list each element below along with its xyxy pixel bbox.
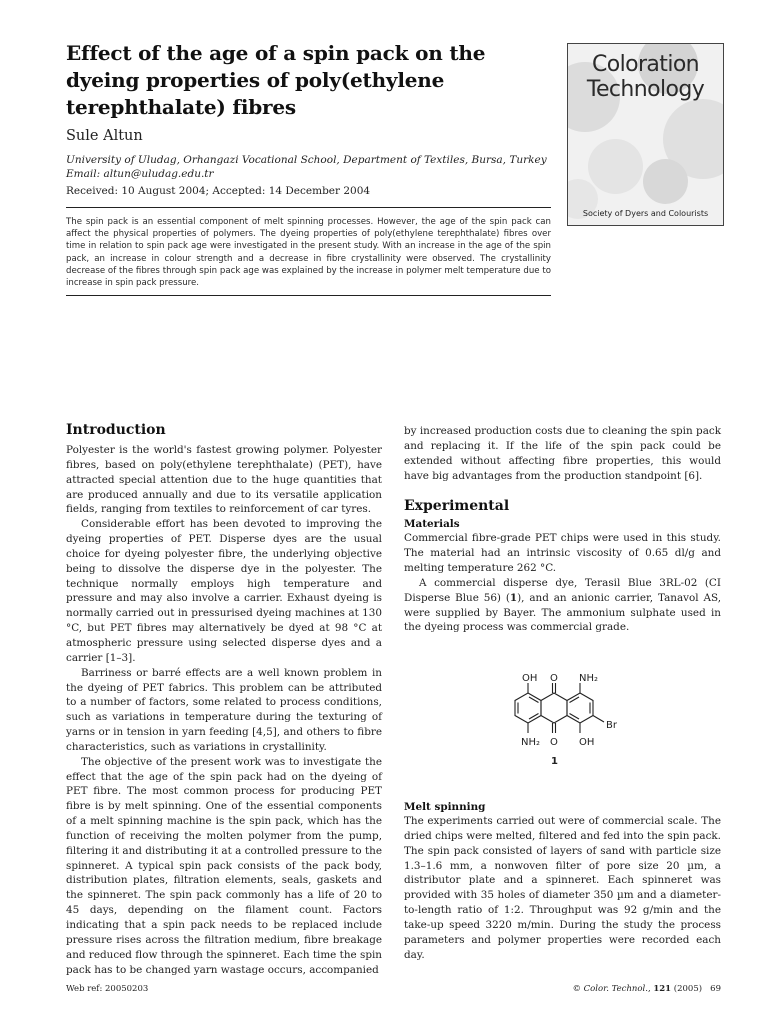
author-affiliation bbox=[66, 153, 556, 181]
journal-name-line1: Coloration bbox=[591, 52, 700, 77]
right-column bbox=[404, 424, 721, 635]
author-email: Email: altun@uludag.edu.tr bbox=[66, 168, 214, 180]
materials-heading: Materials bbox=[404, 518, 460, 531]
intro-paragraph-2: Considerable effort has been devoted to improving the dyeing properties of PET. Disperse dyes are the usual choice for dyeing polyester fibre, the underlying objective being to dissolve the disperse dye in the polyester. The technique normally employs high temperature and pressure and may also involve a carrier. Exhaust dyeing is normally carried out in pressurised dyeing machines at 130 °C, but PET fibres may alternatively be dyed at 98 °C at atmospheric pressure using selected disperse dyes and a carrier [1–3]. bbox=[66, 518, 382, 664]
journal-name bbox=[568, 52, 723, 102]
label-nh2-top: NH₂ bbox=[579, 673, 599, 684]
melt-spinning-section bbox=[404, 800, 721, 962]
web-reference: Web ref: 20050203 bbox=[66, 984, 149, 994]
journal-society: Society of Dyers and Colourists bbox=[582, 209, 709, 218]
melt-spinning-paragraph: The experiments carried out were of commercial scale. The dried chips were melted, filtered and fed into the spin pack. The spin pack consisted of layers of sand with particle size 1.3–1.6 mm, a nonwoven filter of pore size 20 µm, a distributor plate and a spinneret. Each spinneret was provided with 35 holes of diameter 350 µm and a diameter-to-length ratio of 1:2. Throughput was 92 g/min and the take-up speed 3220 m/min. During the study the process parameters and polymer properties were recorded each day. bbox=[404, 815, 721, 961]
cover-decoration bbox=[643, 159, 688, 204]
abstract-top-rule bbox=[66, 207, 551, 208]
affiliation-text: University of Uludag, Orhangazi Vocational School, Department of Textiles, Bursa, Turkey bbox=[66, 154, 547, 166]
page-number: 69 bbox=[710, 984, 721, 994]
label-carbonyl-top: O bbox=[550, 673, 558, 684]
chemical-structure-diagram bbox=[500, 668, 640, 772]
introduction-heading: Introduction bbox=[66, 422, 166, 438]
abstract: The spin pack is an essential component of melt spinning processes. However, the age of the spin pack can affect the physical properties of polymers. The dyeing properties of poly(ethylene terephthalate) fibres over time in relation to spin pack age were investigated in the present study. With an increase in the age of the spin pack, an increase in colour strength and a decrease in fibre crystallinity were observed. The crystallinity decrease of the fibres through spin pack age was explained by the increase in polymer melt temperature due to increase in spin pack pressure. bbox=[66, 217, 551, 289]
materials-paragraph-2 bbox=[404, 576, 721, 635]
benzene-ring-right bbox=[567, 693, 593, 723]
label-oh-bottom: OH bbox=[579, 737, 595, 748]
journal-name-line2: Technology bbox=[586, 77, 705, 102]
cover-decoration bbox=[588, 139, 643, 194]
journal-cover bbox=[567, 43, 724, 226]
intro-continuation: by increased production costs due to cleaning the spin pack and replacing it. If the life of the spin pack could be extended without affecting fibre properties, this would have big advantages from the production standpoint [6]. bbox=[404, 425, 721, 482]
volume-number: 121 bbox=[653, 984, 672, 994]
label-carbonyl-bottom: O bbox=[550, 737, 558, 748]
publication-year: (2005) bbox=[671, 984, 703, 994]
author-name: Sule Altun bbox=[66, 128, 143, 144]
label-oh-top: OH bbox=[522, 673, 538, 684]
left-column bbox=[66, 421, 382, 977]
quinone-ring-center bbox=[541, 693, 567, 723]
compound-number-label: 1 bbox=[551, 756, 558, 767]
abstract-bottom-rule bbox=[66, 295, 551, 296]
intro-paragraph-1: Polyester is the world's fastest growing polymer. Polyester fibres, based on poly(ethylene terephthalate) (PET), have attracted special attention due to the huge quantities that are produced annually and due to its versatile application fields, ranging from textiles to reinforcement of car tyres. bbox=[66, 444, 382, 516]
intro-paragraph-3: Barriness or barré effects are a well known problem in the dyeing of PET fabrics. This problem can be attributed to a number of factors, some related to process conditions, such as variations in temperature during the texturing of yarns or in tension in yarn feeding [4,5], and others to fibre characteristics, such as variations in crystallinity. bbox=[66, 666, 382, 753]
materials-text-b: ), and an anionic carrier, Tanavol AS, were supplied by Bayer. The ammonium sulphate used in the dyeing process was commercial grade. bbox=[404, 591, 721, 634]
intro-paragraph-4: The objective of the present work was to investigate the effect that the age of the spin pack had on the dyeing of PET fibre. The most common process for producing PET fibre is by melt spinning. One of the essential components of a melt spinning machine is the spin pack, which has the function of receiving the molten polymer from the pump, filtering it and distributing it at a controlled pressure to the spinneret. A typical spin pack consists of the pack body, distribution plates, filtration elements, seals, gaskets and the spinneret. The spin pack commonly has a life of 20 to 45 days, depending on the filament count. Factors indicating that a spin pack needs to be replaced include pressure rises across the filtration medium, fibre breakage and reduced flow through the spinneret. Each time the spin pack has to be changed yarn wastage occurs, accompanied bbox=[66, 755, 382, 976]
copyright-symbol: © bbox=[572, 984, 584, 994]
received-dates: Received: 10 August 2004; Accepted: 14 December 2004 bbox=[66, 185, 371, 197]
experimental-heading: Experimental bbox=[404, 498, 510, 515]
materials-text-a: A commercial disperse dye, Terasil Blue 3RL-02 (CI Disperse Blue 56) ( bbox=[404, 576, 721, 604]
melt-spinning-heading: Melt spinning bbox=[404, 801, 486, 813]
label-bromine: Br bbox=[606, 720, 617, 731]
benzene-ring-left bbox=[515, 693, 541, 723]
label-nh2-bottom: NH₂ bbox=[521, 737, 541, 748]
journal-abbreviation: Color. Technol. bbox=[583, 984, 648, 994]
materials-paragraph-1: Commercial fibre-grade PET chips were used in this study. The material had an intrinsic viscosity of 0.65 dl/g and melting temperature 262 °C. bbox=[404, 532, 721, 575]
compound-reference: 1 bbox=[509, 591, 518, 604]
page-citation: © Color. Technol., 121 (2005) 69 bbox=[572, 984, 721, 994]
article-title: Effect of the age of a spin pack on the dyeing properties of poly(ethylene terephthalate) fibres bbox=[66, 41, 486, 119]
